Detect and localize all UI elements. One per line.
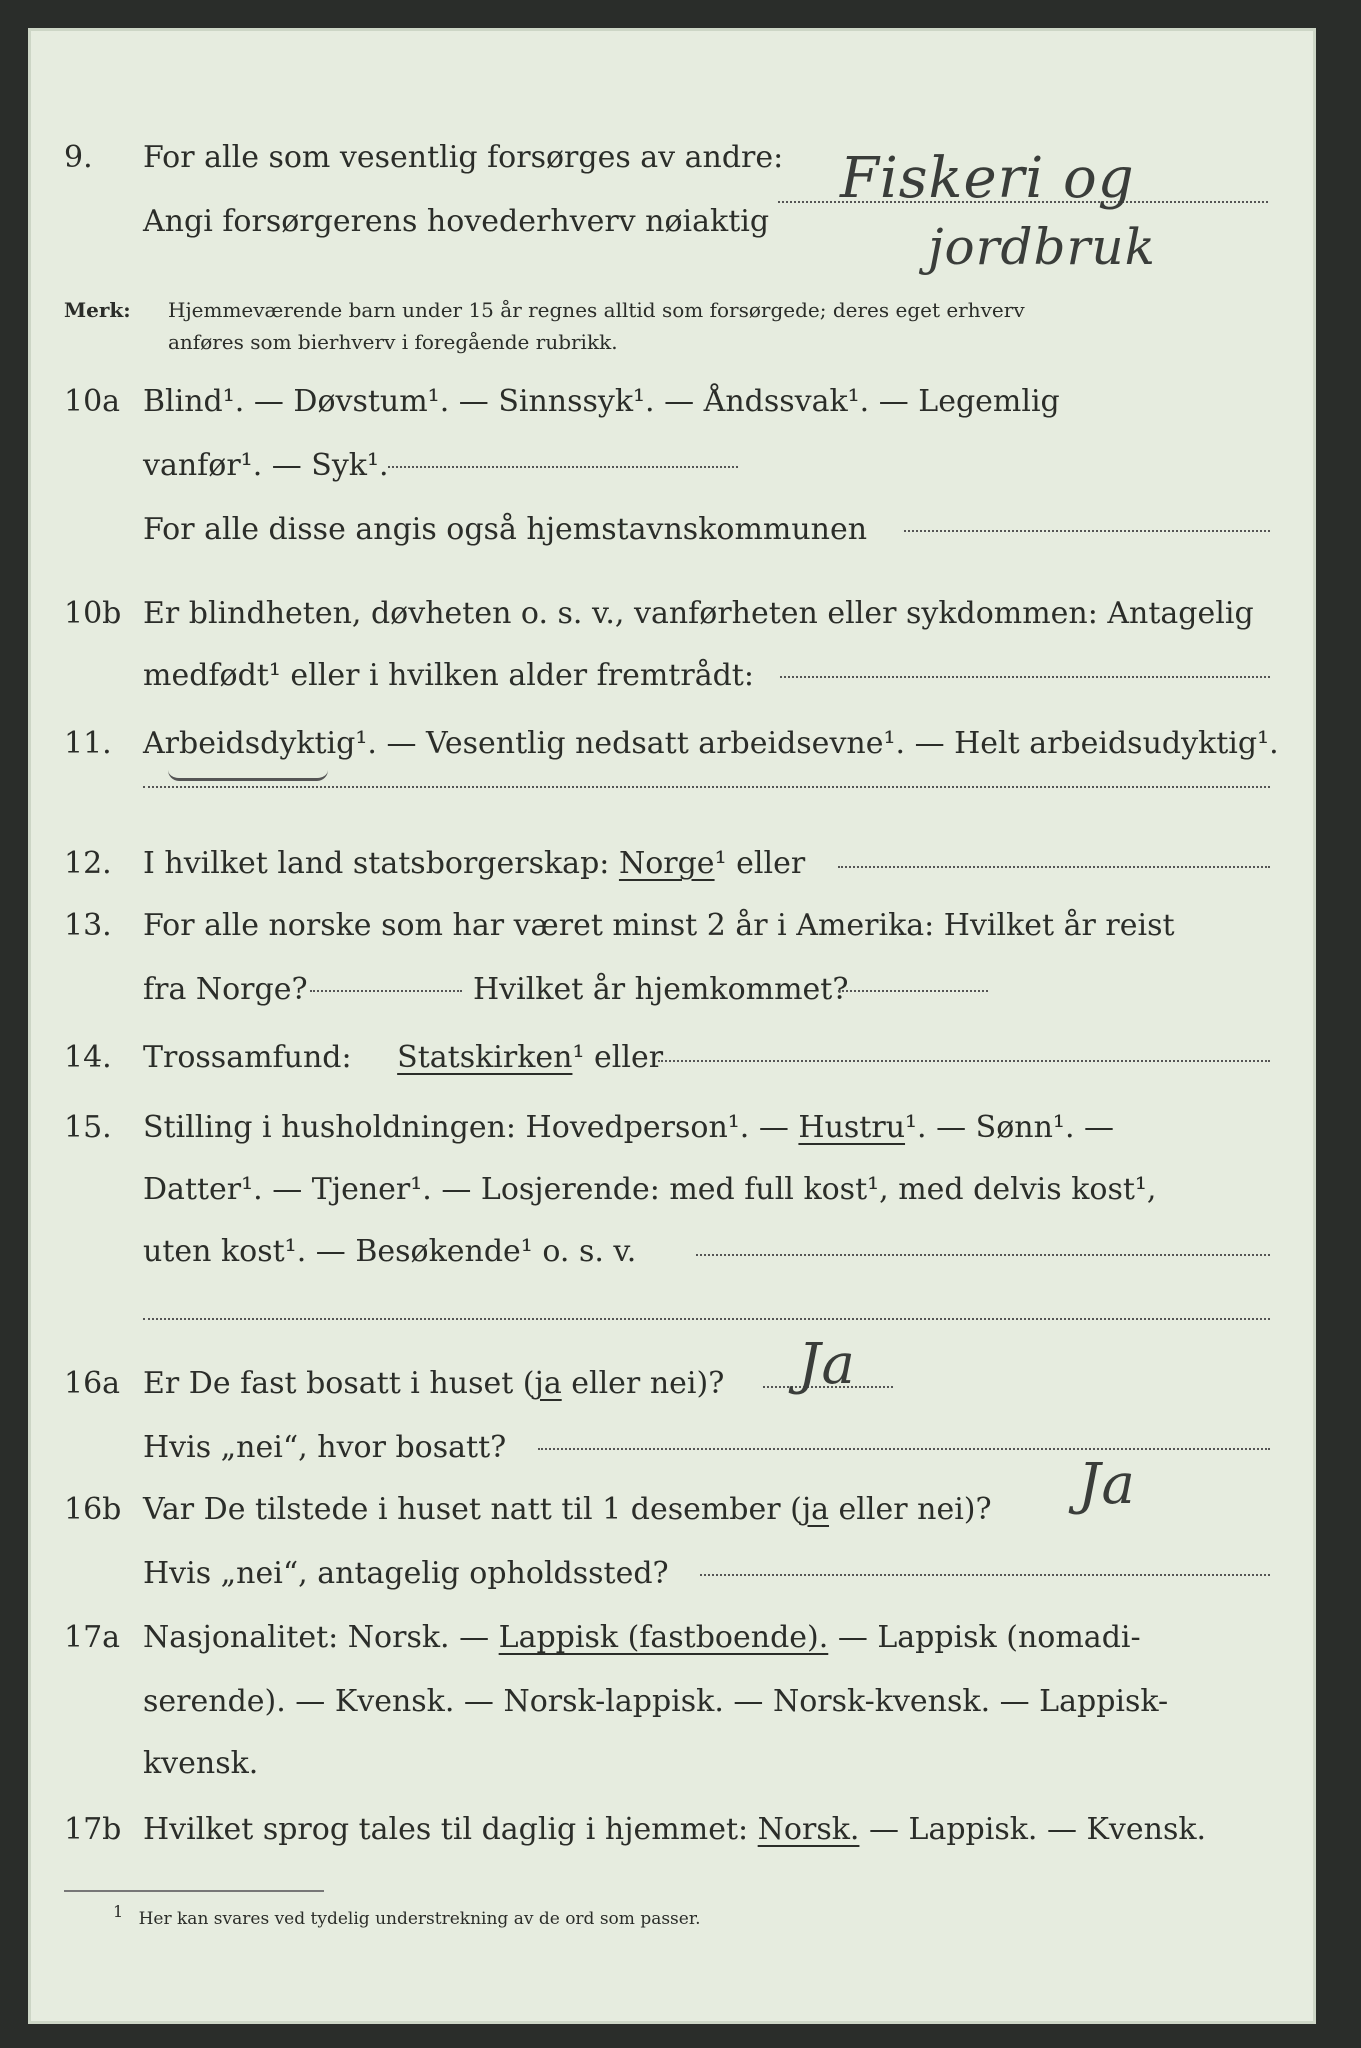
q12-post: ¹ eller bbox=[714, 846, 806, 881]
q14-answer-line bbox=[658, 1060, 1270, 1062]
q16a-text2: Hvis „nei“, hvor bosatt? bbox=[143, 1430, 507, 1465]
q13-number: 13. bbox=[64, 908, 112, 943]
merk-label: Merk: bbox=[64, 298, 131, 322]
q12-question: I hvilket land statsborgerskap: bbox=[143, 846, 610, 881]
q16a-bosatt-line bbox=[538, 1448, 1270, 1450]
footnote bbox=[113, 1902, 701, 1929]
q9-text1: For alle som vesentlig forsørges av andre: bbox=[143, 140, 784, 175]
q15-text1b: ¹. — Sønn¹. — bbox=[905, 1110, 1115, 1145]
q17b-text1 bbox=[143, 1802, 1206, 1858]
q17b-text1b: — Lappisk. — Kvensk. bbox=[868, 1812, 1207, 1847]
q16a-text1 bbox=[143, 1356, 724, 1412]
q17a-text1 bbox=[143, 1610, 1141, 1666]
q16a-text1a: Er De fast bosatt i huset ( bbox=[143, 1366, 535, 1401]
q10b-text2: medfødt¹ eller i hvilken alder fremtrådt: bbox=[143, 658, 754, 693]
q17b-norsk-underlined: Norsk. bbox=[757, 1812, 860, 1847]
q12-number: 12. bbox=[64, 846, 112, 881]
q10a-syk-line bbox=[388, 466, 738, 468]
q16a-text1b: eller nei)? bbox=[561, 1366, 725, 1401]
q12-norge-underlined: Norge bbox=[618, 846, 715, 881]
q17a-number: 17a bbox=[64, 1620, 121, 1655]
q17a-text1b: — Lappisk (nomadi- bbox=[837, 1620, 1141, 1655]
merk-text2: anføres som bierhverv i foregående rubrikk. bbox=[168, 330, 618, 354]
footnote-mark: 1 bbox=[113, 1902, 124, 1921]
q16b-ja-underlined: ja bbox=[801, 1492, 830, 1527]
q14-question: Trossamfund: bbox=[143, 1040, 352, 1075]
q16b-text1b: eller nei)? bbox=[829, 1492, 992, 1527]
q10a-text3: For alle disse angis også hjemstavnskommunen bbox=[143, 512, 868, 547]
q14-statskirken-underlined: Statskirken bbox=[397, 1040, 573, 1075]
merk-text1: Hjemmeværende barn under 15 år regnes alltid som forsørgede; deres eget erhverv bbox=[168, 298, 1025, 322]
q17a-text2: serende). — Kvensk. — Norsk-lappisk. — Norsk-kvensk. — Lappisk- bbox=[143, 1684, 1169, 1719]
q14-post: ¹ eller bbox=[572, 1040, 664, 1075]
q13-text2b: Hvilket år hjemkommet? bbox=[473, 972, 849, 1007]
q16a-ja-underlined: ja bbox=[534, 1366, 562, 1401]
footnote-rule bbox=[64, 1890, 324, 1892]
q16b-number: 16b bbox=[64, 1492, 122, 1527]
q16a-handwritten-answer: Ja bbox=[798, 1332, 856, 1397]
q9-handwritten-answer-2: jordbruk bbox=[928, 218, 1156, 276]
q11-handwritten-underline bbox=[168, 770, 328, 781]
q9-text2: Angi forsørgerens hovederhverv nøiaktig bbox=[143, 204, 770, 239]
q13-text1: For alle norske som har været minst 2 år i Amerika: Hvilket år reist bbox=[143, 908, 1175, 943]
q14-number: 14. bbox=[64, 1040, 112, 1075]
q15-extra-line bbox=[143, 1318, 1270, 1320]
q15-answer-line bbox=[696, 1254, 1270, 1256]
q15-text2: Datter¹. — Tjener¹. — Losjerende: med full kost¹, med delvis kost¹, bbox=[143, 1172, 1157, 1207]
q15-text1 bbox=[143, 1100, 1114, 1156]
q13-line2b bbox=[473, 962, 848, 1018]
q14-text bbox=[143, 1030, 663, 1086]
q13-text2a: fra Norge? bbox=[143, 972, 308, 1007]
q10a-text1: Blind¹. — Døvstum¹. — Sinnssyk¹. — Åndssvak¹. — Legemlig bbox=[143, 384, 1060, 419]
q10a-text2: vanfør¹. — Syk¹. bbox=[143, 448, 389, 483]
q10a-hjemstavn-line bbox=[904, 530, 1270, 532]
q10b-number: 10b bbox=[64, 596, 122, 631]
footnote-text: Her kan svares ved tydelig understrekning av de ord som passer. bbox=[138, 1908, 701, 1929]
q13-hjemkommet-line bbox=[838, 990, 988, 992]
q10b-answer-line bbox=[780, 676, 1270, 678]
q16b-opholdssted-line bbox=[700, 1574, 1270, 1576]
q15-hustru-underlined: Hustru bbox=[798, 1110, 906, 1145]
q13-reist-line bbox=[310, 990, 462, 992]
q10a-number: 10a bbox=[64, 384, 121, 419]
q17b-text1a: Hvilket sprog tales til daglig i hjemmet: bbox=[143, 1812, 749, 1847]
q17a-text1a: Nasjonalitet: Norsk. — bbox=[143, 1620, 490, 1655]
q17b-number: 17b bbox=[64, 1812, 122, 1847]
q16b-text1a: Var De tilstede i huset natt til 1 desember ( bbox=[143, 1492, 802, 1527]
q11-number: 11. bbox=[64, 726, 112, 761]
q17a-lappisk-underlined: Lappisk (fastboende). bbox=[498, 1620, 829, 1655]
q16b-handwritten-answer: Ja bbox=[1078, 1452, 1136, 1517]
q15-text3: uten kost¹. — Besøkende¹ o. s. v. bbox=[143, 1234, 637, 1269]
q9-handwritten-answer-1: Fiskeri og bbox=[840, 146, 1135, 211]
q11-text1: Arbeidsdyktig¹. — Vesentlig nedsatt arbeidsevne¹. — Helt arbeidsudyktig¹. bbox=[143, 726, 1279, 761]
q12-text bbox=[143, 836, 805, 892]
q17a-text3: kvensk. bbox=[143, 1746, 259, 1781]
q15-text1a: Stilling i husholdningen: Hovedperson¹. — bbox=[143, 1110, 789, 1145]
q12-answer-line bbox=[838, 866, 1270, 868]
q9-number: 9. bbox=[64, 140, 93, 175]
q15-number: 15. bbox=[64, 1110, 112, 1145]
census-form-page bbox=[28, 28, 1316, 2024]
q10b-text1: Er blindheten, døvheten o. s. v., vanførheten eller sykdommen: Antagelig bbox=[143, 596, 1254, 631]
q16b-text1 bbox=[143, 1482, 992, 1538]
q11-answer-line bbox=[143, 786, 1270, 788]
q16b-text2: Hvis „nei“, antagelig opholdssted? bbox=[143, 1556, 669, 1591]
q16a-number: 16a bbox=[64, 1366, 121, 1401]
